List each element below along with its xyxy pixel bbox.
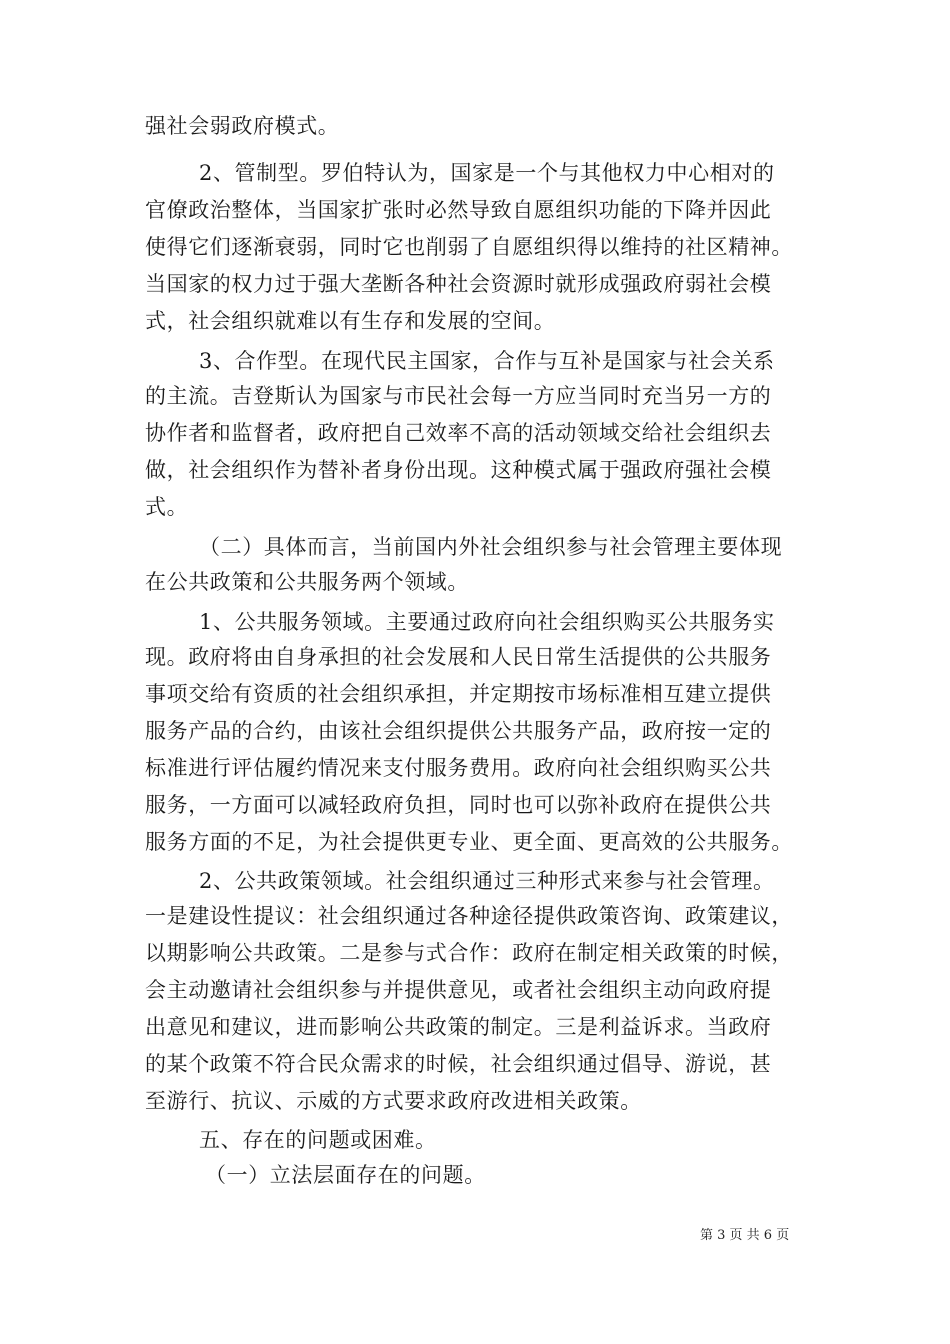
text-line: 强社会弱政府模式。 xyxy=(145,114,340,138)
text-line: 1、公共服务领域。主要通过政府向社会组织购买公共服务实 xyxy=(199,610,775,634)
text-line: 使得它们逐渐衰弱，同时它也削弱了自愿组织得以维持的社区精神。 xyxy=(145,235,793,259)
text-line: 官僚政治整体，当国家扩张时必然导致自愿组织功能的下降并因此 xyxy=(145,198,772,222)
text-line: 的主流。吉登斯认为国家与市民社会每一方应当同时充当另一方的 xyxy=(145,384,772,408)
text-line: 以期影响公共政策。二是参与式合作：政府在制定相关政策的时候， xyxy=(145,941,793,965)
text-line: 现。政府将由自身承担的社会发展和人民日常生活提供的公共服务 xyxy=(145,645,772,669)
text-line: 服务方面的不足，为社会提供更专业、更全面、更高效的公共服务。 xyxy=(145,830,793,854)
subsection-heading: （一）立法层面存在的问题。 xyxy=(205,1163,486,1187)
text-line: 式，社会组织就难以有生存和发展的空间。 xyxy=(145,309,556,333)
text-line: 服务，一方面可以减轻政府负担，同时也可以弥补政府在提供公共 xyxy=(145,793,772,817)
text-line: 式。 xyxy=(145,495,189,519)
text-line: 当国家的权力过于强大垄断各种社会资源时就形成强政府弱社会模 xyxy=(145,272,772,296)
text-line: 协作者和监督者，政府把自己效率不高的活动领域交给社会组织去 xyxy=(145,421,772,445)
text-line: 2、管制型。罗伯特认为，国家是一个与其他权力中心相对的 xyxy=(199,161,775,185)
text-line: 事项交给有资质的社会组织承担，并定期按市场标准相互建立提供 xyxy=(145,682,772,706)
text-line: 服务产品的合约，由该社会组织提供公共服务产品，政府按一定的 xyxy=(145,719,772,743)
text-line: 会主动邀请社会组织参与并提供意见，或者社会组织主动向政府提 xyxy=(145,978,772,1002)
section-heading: 五、存在的问题或困难。 xyxy=(199,1128,437,1152)
page-number: 第 3 页 共 6 页 xyxy=(700,1228,790,1243)
text-line: 标准进行评估履约情况来支付服务费用。政府向社会组织购买公共 xyxy=(145,756,772,780)
text-line: 做，社会组织作为替补者身份出现。这种模式属于强政府强社会模 xyxy=(145,458,772,482)
text-line: 的某个政策不符合民众需求的时候，社会组织通过倡导、游说，甚 xyxy=(145,1052,772,1076)
text-line: （二）具体而言，当前国内外社会组织参与社会管理主要体现 xyxy=(199,535,783,559)
text-line: 一是建设性提议：社会组织通过各种途径提供政策咨询、政策建议， xyxy=(145,904,793,928)
text-line: 2、公共政策领域。社会组织通过三种形式来参与社会管理。 xyxy=(199,869,775,893)
text-line: 至游行、抗议、示威的方式要求政府改进相关政策。 xyxy=(145,1089,642,1113)
text-line: 3、合作型。在现代民主国家，合作与互补是国家与社会关系 xyxy=(199,349,775,373)
text-line: 出意见和建议，进而影响公共政策的制定。三是利益诉求。当政府 xyxy=(145,1015,772,1039)
text-line: 在公共政策和公共服务两个领域。 xyxy=(145,570,469,594)
